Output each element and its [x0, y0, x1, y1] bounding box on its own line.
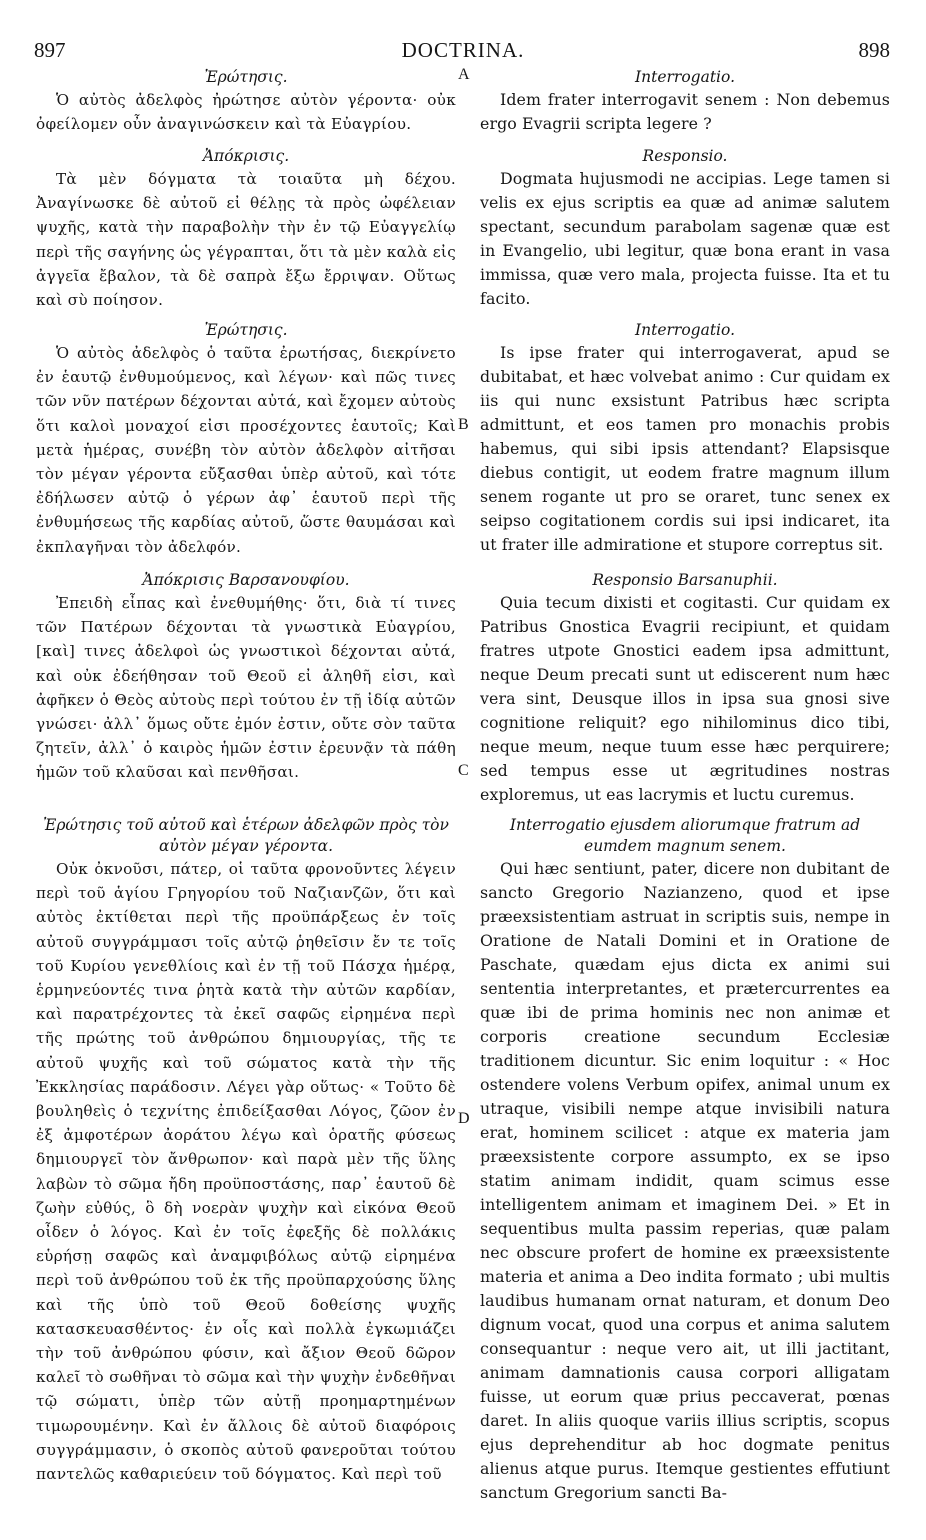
latin-section [480, 570, 890, 807]
section-heading: Responsio. [642, 147, 728, 165]
section-text: Qui hæc sentiunt, pater, dicere non dubitant de sancto Gregorio Nazianzeno, quod et ipse præexsistentiam astruat in scriptis suis, nempe in Oratione de Natali Domini et in Oratione de Paschate, quædam ejus dicta ex animi sui sententia interpretantes, et prætercurrentes ea quæ ibi de prima hominis nec non animæ et corporis creatione secundum Ecclesiæ traditionem dicuntur. Sic enim loquitur : « Hoc ostendere volens Verbum opifex, animal unum ex utraque, visibili nempe atque invisibili natura erat, hominem scilicet : atque ex materia jam præexsistente corpore assumpto, ex se ipso statim animam indidit, quam scimus esse intelligentem animam et imaginem Dei. » Et in sequentibus multa passim reperias, quæ palam nec obscure profert de homine ex præexsistente materia et anima a Deo indita formato ; ubi multis laudibus humanam ornat naturam, et donum Deo dignum vocat, quod una corpus et anima salutem consequantur : neque vero ait, ut illi jactitant, animam damnationis causa corpori alligatam fuisse, ut eorum quæ prius peccaverat, pœnas daret. In aliis quoque variis illius scriptis, scopus ejus deprehenditur ab hoc dogmate penitus alienus atque purus. Itemque gestientes effutiunt sanctum Gregorium sancti Ba- [480, 859, 890, 1502]
margin-marker-a: A [458, 66, 470, 83]
greek-section [36, 67, 456, 136]
margin-marker-c: C [458, 762, 469, 779]
greek-section [36, 320, 456, 559]
latin-section [480, 815, 890, 1505]
section-heading: Interrogatio. [635, 68, 735, 86]
section-heading: Responsio Barsanuphii. [592, 571, 778, 589]
latin-section [480, 146, 890, 311]
section-heading: Interrogatio. [635, 321, 735, 339]
running-header [0, 0, 926, 64]
latin-section [480, 320, 890, 557]
margin-marker-b: B [458, 416, 469, 433]
section-text: Is ipse frater qui interrogaverat, apud se dubitabat, et hæc volvebat animo : Cur quidam ex iis qui nunc exsistunt Patribus hæc scripta admittunt, et eos tamen pro monachis probis habemus, qui sibi ipsis attendant? Elapsisque diebus contigit, ut eodem fratre magnum illum senem rogante ut pro se oraret, tunc senex ex seipso cogitationem cordis sui ipsi indicaret, ita ut frater ille admiratione et stupore correptus sit. [480, 343, 890, 554]
section-heading: Ἐρώτησις. [204, 68, 288, 86]
section-text: Dogmata hujusmodi ne accipias. Lege tamen si velis ex ejus scriptis ea quæ ad animæ salutem spectant, secundum parabolam sagenæ quæ est in Evangelio, ubi legitur, quæ bona erant in vasa immissa, quæ vero mala, projecta fuisse. Ita et tu facito. [480, 169, 890, 308]
section-text: Τὰ μὲν δόγματα τὰ τοιαῦτα μὴ δέχου. Ἀναγίνωσκε δὲ αὐτοῦ εἰ θέλῃς τὰ πρὸς ὠφέλειαν ψυχῆς, κατὰ τὴν παραβολὴν τὴν ἐν τῷ Εὐαγγελίῳ περὶ τῆς σαγήνης ὡς γέγραπται, ὅτι τὰ μὲν καλὰ εἰς ἀγγεῖα ἔβαλον, τὰ δὲ σαπρὰ ἔξω ἔρριψαν. Οὕτως καὶ σὺ ποίησον. [36, 170, 456, 310]
greek-section [36, 146, 456, 312]
section-text: Ἐπειδὴ εἶπας καὶ ἐνεθυμήθης· ὅτι, διὰ τί τινες τῶν Πατέρων δέχονται τὰ γνωστικὰ Εὐαγρίου, [καὶ] τινες ἀδελφοὶ ὡς γνωστικοὶ δέχονται αὐτά, καὶ οὐκ ἐδεήθησαν τοῦ Θεοῦ εἰ ἀληθῆ εἰσι, καὶ ἀφῆκεν ὁ Θεὸς αὐτοὺς περὶ τούτου ἐν τῇ ἰδίᾳ αὐτῶν γνώσει· ἀλλ᾽ ὅμως οὔτε ἐμόν ἐστιν, οὔτε σὸν ταῦτα ζητεῖν, ἀλλ᾽ ὁ καιρὸς ἡμῶν ἐστιν ἐρευνᾷν τὰ πάθη ἡμῶν τοῦ κλαῦσαι καὶ πενθῆσαι. [36, 594, 456, 782]
margin-marker-d: D [458, 1110, 470, 1127]
latin-section [480, 67, 890, 136]
greek-section [36, 570, 456, 785]
section-heading: Ἀπόκρισις Βαρσανουφίου. [142, 571, 350, 589]
section-text: Ὁ αὐτὸς ἀδελφὸς ὁ ταῦτα ἐρωτήσας, διεκρίνετο ἐν ἑαυτῷ ἐνθυμούμενος, καὶ λέγων· καὶ πῶς τινες τῶν νῦν πατέρων δέχονται αὐτά, καὶ ἔχομεν αὐτοὺς ὅτι καλοὶ μοναχοί εἰσι προσέχοντες ἑαυτοῖς; Καὶ μετὰ ἡμέρας, συνέβη τὸν αὐτὸν ἀδελφὸν αἰτῆσαι τὸν μέγαν γέροντα εὔξασθαι ὑπὲρ αὐτοῦ, καὶ τότε ἐδήλωσεν αὐτῷ ὁ γέρων ἀφ᾽ ἑαυτοῦ περὶ τῆς ἐνθυμήσεως τῆς καρδίας αὐτοῦ, ὥστε θαυμάσαι καὶ ἐκπλαγῆναι τὸν ἀδελφόν. [36, 344, 456, 556]
greek-section [36, 815, 456, 1486]
section-heading: Interrogatio ejusdem aliorumque fratrum ad eumdem magnum senem. [509, 816, 861, 855]
section-heading: Ἀπόκρισις. [202, 147, 290, 165]
section-text: Οὐκ ὀκνοῦσι, πάτερ, οἱ ταῦτα φρονοῦντες λέγειν περὶ τοῦ ἁγίου Γρηγορίου τοῦ Ναζιανζῶν, ὅτι καὶ αὐτὸς ἐκτίθεται περὶ τῆς προϋπάρξεως ἐν τοῖς αὐτοῦ συγγράμμασι τοῖς αὐτῷ ῥηθεῖσιν ἔν τε τοῖς τοῦ Κυρίου γενεθλίοις καὶ ἐν τῇ τοῦ Πάσχα ἡμέρᾳ, ἑρμηνεύοντές τινα ῥητὰ κατὰ τὴν αὐτῶν καρδίαν, καὶ παρατρέχοντες τὰ ἐκεῖ σαφῶς εἰρημένα περὶ τῆς πρώτης τοῦ ἀνθρώπου δημιουργίας, τῆς τε αὐτοῦ ψυχῆς καὶ τοῦ σώματος κατὰ τὴν τῆς Ἐκκλησίας παράδοσιν. Λέγει γὰρ οὕτως· « Τοῦτο δὲ βουληθεὶς ὁ τεχνίτης ἐπιδείξασθαι Λόγος, ζῶον ἐν ἐξ ἀμφοτέρων ἀοράτου λέγω καὶ ὁρατῆς φύσεως δημιουργεῖ τὸν ἄνθρωπον· καὶ παρὰ μὲν τῆς ὕλης λαβὼν τὸ σῶμα ἤδη προϋποστάσης, παρ᾽ ἑαυτοῦ δὲ ζωὴν εὐθύς, ὃ δὴ νοερὰν ψυχὴν καὶ εἰκόνα Θεοῦ οἶδεν ὁ λόγος. Καὶ ἐν τοῖς ἐφεξῆς δὲ πολλάκις εὑρήσῃ σαφῶς καὶ ἀναμφιβόλως αὐτῷ εἰρημένα περὶ τοῦ ἀνθρώπου τοῦ ἐκ τῆς προϋπαρχούσης ὕλης καὶ τῆς ὑπὸ τοῦ Θεοῦ δοθείσης ψυχῆς κατασκευασθέντος· ἐν οἷς καὶ πολλὰ ἐγκωμιάζει τὴν τοῦ ἀνθρώπου φύσιν, καὶ ἄξιον Θεοῦ δῶρον καλεῖ τὸ σωθῆναι τὸ σῶμα καὶ τὴν ψυχὴν ἐνδεθῆναι τῷ σώματι, ὑπὲρ τῶν αὐτῇ προημαρτημένων τιμωρουμένην. Καὶ ἐν ἄλλοις δὲ αὐτοῦ διαφόροις συγγράμμασιν, ὁ σκοπὸς αὐτοῦ φανεροῦται τούτου παντελῶς καθαριεύειν τοῦ δόγματος. Καὶ περὶ τοῦ [36, 860, 456, 1484]
page-number-left: 897 [34, 38, 66, 62]
page-number-right: 898 [858, 38, 890, 62]
running-title: DOCTRINA. [401, 38, 525, 62]
section-heading: Ἐρώτησις τοῦ αὐτοῦ καὶ ἑτέρων ἀδελφῶν πρὸς τὸν αὐτὸν μέγαν γέροντα. [43, 816, 449, 855]
section-text: Quia tecum dixisti et cogitasti. Cur quidam ex Patribus Gnostica Evagrii recipiunt, et quidam fratres utpote Gnostici eadem ipsa admittunt, neque Deum precati sunt ut ediscerent num hæc vera sint, Deusque illos in ipsa sua gnosi sive cognitione reliquit? ego nihilominus dico tibi, neque meum, neque tuum esse hæc perquirere; sed tempus esse ut ægritudines nostras exploremus, ut eas lacrymis et luctu curemus. [480, 593, 890, 804]
section-heading: Ἐρώτησις. [204, 321, 288, 339]
section-text: Ὁ αὐτὸς ἀδελφὸς ἠρώτησε αὐτὸν γέροντα· οὐκ ὀφείλομεν οὖν ἀναγινώσκειν καὶ τὰ Εὐαγρίου. [36, 91, 456, 134]
section-text: Idem frater interrogavit senem : Non debemus ergo Evagrii scripta legere ? [480, 90, 890, 133]
